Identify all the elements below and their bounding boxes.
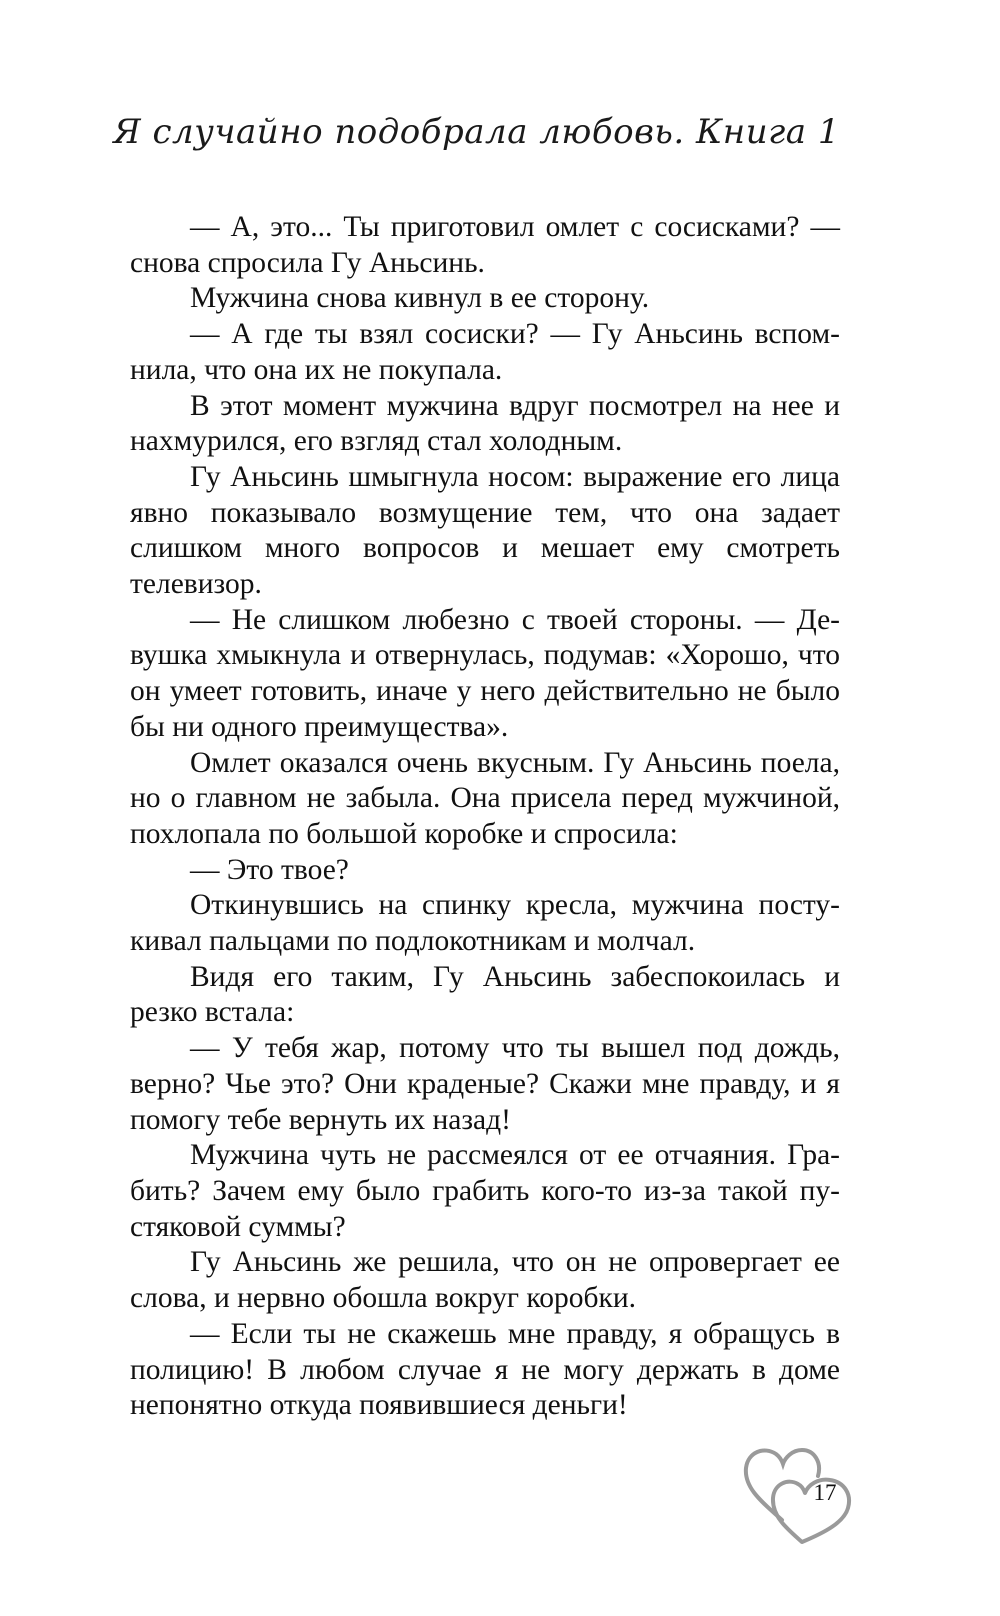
paragraph: — Не слишком любезно с твоей стороны. — Девушка хмыкнула и отвернулась, подумав: «Хорошо, что он умеет готовить, иначе у него действительно не было бы ни одного преимущества». (130, 603, 840, 743)
paragraph: — Это твое? (190, 853, 349, 886)
running-title: Я случайно подобрала любовь. Книга 1 (113, 112, 840, 152)
paragraph: Мужчина снова кивнул в ее сторону. (190, 282, 650, 315)
paragraph: Видя его таким, Гу Аньсинь забеспокоилась и резко встала: (130, 960, 840, 1029)
paragraph: Мужчина чуть не рассмеялся от ее отчаяния. Грабить? Зачем ему было грабить кого-то из-за такой пустяковой суммы? (130, 1139, 840, 1243)
page-number: 17 (813, 1480, 837, 1505)
paragraph: — А где ты взял сосиски? — Гу Аньсинь вспомнила, что она их не покупала. (130, 318, 840, 386)
paragraph: — У тебя жар, потому что ты вышел под дождь, верно? Чье это? Они краденые? Скажи мне правду, и я помогу тебе вернуть их назад! (130, 1032, 840, 1136)
paragraph: Омлет оказался очень вкусным. Гу Аньсинь поела, но о главном не забыла. Она присела перед мужчиной, похлопала по большой коробке и спросила: (130, 746, 840, 850)
paragraph: Гу Аньсинь же решила, что он не опровергает ее слова, и нервно обошла вокруг коробки. (130, 1246, 840, 1315)
paragraph: В этот момент мужчина вдруг посмотрел на нее и нахмурился, его взгляд стал холодным. (130, 389, 840, 458)
body-text (130, 210, 840, 1424)
paragraph: — А, это... Ты приготовил омлет с сосисками? — снова спросила Гу Аньсинь. (130, 211, 840, 279)
paragraph: Откинувшись на спинку кресла, мужчина постукивал пальцами по подлокотникам и молчал. (130, 889, 840, 958)
paragraph: Гу Аньсинь шмыгнула носом: выражение его лица явно показывало возмущение тем, что она задает слишком много вопросов и мешает ему смотреть телевизор. (130, 460, 840, 601)
paragraph: — Если ты не скажешь мне правду, я обращусь в полицию! В любом случае я не могу держать в доме непонятно откуда появившиеся деньги! (130, 1317, 840, 1422)
